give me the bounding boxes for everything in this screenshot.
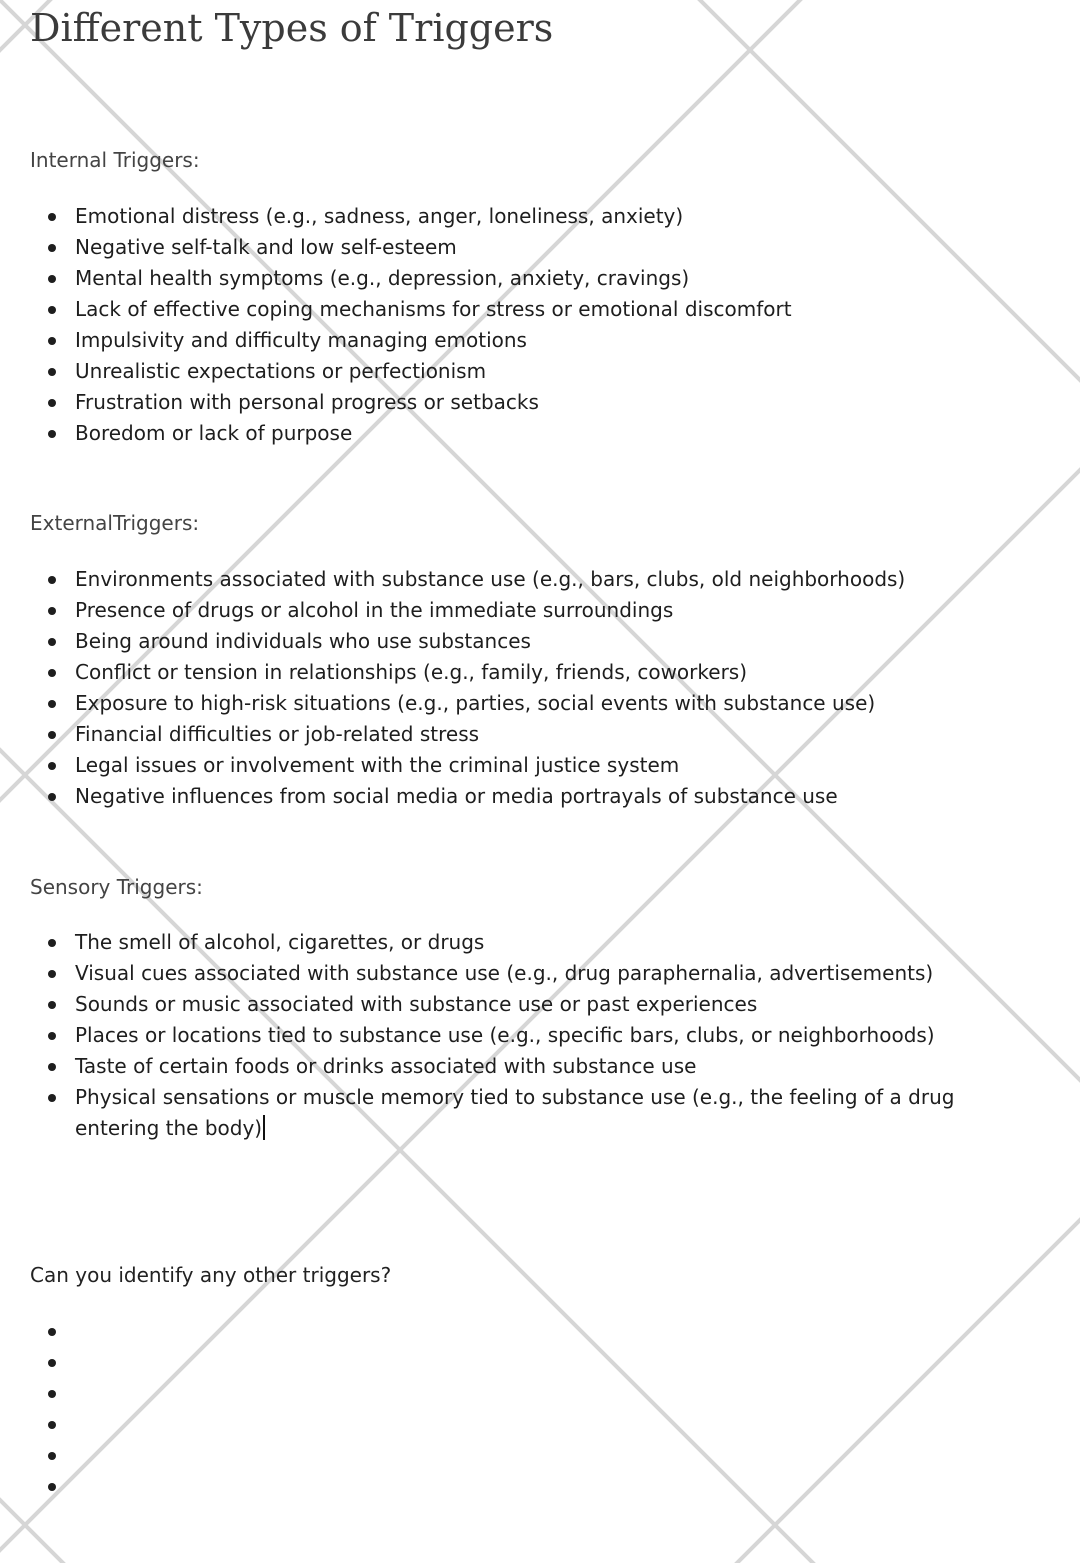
sensory-triggers-list bbox=[30, 927, 1040, 1144]
empty-list-item[interactable] bbox=[30, 1440, 1040, 1471]
section-heading-internal: Internal Triggers: bbox=[30, 148, 200, 172]
list-item[interactable]: Places or locations tied to substance use (e.g., specific bars, clubs, or neighborhoods) bbox=[30, 1020, 1040, 1051]
list-item[interactable]: Visual cues associated with substance use (e.g., drug paraphernalia, advertisements) bbox=[30, 958, 1040, 989]
list-item[interactable]: Financial difficulties or job-related stress bbox=[30, 719, 1040, 750]
list-item[interactable]: Emotional distress (e.g., sadness, anger, loneliness, anxiety) bbox=[30, 201, 1040, 232]
list-item[interactable]: Unrealistic expectations or perfectionism bbox=[30, 356, 1040, 387]
external-triggers-list bbox=[30, 564, 1040, 812]
list-item[interactable]: Boredom or lack of purpose bbox=[30, 418, 1040, 449]
list-item[interactable]: Frustration with personal progress or setbacks bbox=[30, 387, 1040, 418]
list-item-text: Physical sensations or muscle memory tied to substance use (e.g., the feeling of a drug entering the body) bbox=[75, 1085, 955, 1140]
list-item[interactable]: The smell of alcohol, cigarettes, or drugs bbox=[30, 927, 1040, 958]
list-item[interactable]: Environments associated with substance use (e.g., bars, clubs, old neighborhoods) bbox=[30, 564, 1040, 595]
list-item[interactable]: Legal issues or involvement with the criminal justice system bbox=[30, 750, 1040, 781]
list-item[interactable]: Mental health symptoms (e.g., depression, anxiety, cravings) bbox=[30, 263, 1040, 294]
list-item[interactable]: Lack of effective coping mechanisms for stress or emotional discomfort bbox=[30, 294, 1040, 325]
list-item[interactable]: Conflict or tension in relationships (e.g., family, friends, coworkers) bbox=[30, 657, 1040, 688]
text-cursor bbox=[263, 1115, 265, 1140]
empty-list-item[interactable] bbox=[30, 1347, 1040, 1378]
list-item[interactable]: Being around individuals who use substances bbox=[30, 626, 1040, 657]
section-heading-external: ExternalTriggers: bbox=[30, 511, 200, 535]
list-item[interactable] bbox=[30, 1082, 1040, 1144]
list-item[interactable]: Negative influences from social media or media portrayals of substance use bbox=[30, 781, 1040, 812]
question-prompt: Can you identify any other triggers? bbox=[30, 1263, 392, 1287]
list-item[interactable]: Presence of drugs or alcohol in the immediate surroundings bbox=[30, 595, 1040, 626]
empty-list-item[interactable] bbox=[30, 1409, 1040, 1440]
internal-triggers-list bbox=[30, 201, 1040, 449]
list-item[interactable]: Taste of certain foods or drinks associated with substance use bbox=[30, 1051, 1040, 1082]
page-title: Different Types of Triggers bbox=[30, 6, 554, 50]
empty-list-item[interactable] bbox=[30, 1378, 1040, 1409]
list-item[interactable]: Sounds or music associated with substance use or past experiences bbox=[30, 989, 1040, 1020]
answer-list bbox=[30, 1316, 1040, 1502]
section-heading-sensory: Sensory Triggers: bbox=[30, 875, 203, 899]
list-item[interactable]: Negative self-talk and low self-esteem bbox=[30, 232, 1040, 263]
empty-list-item[interactable] bbox=[30, 1471, 1040, 1502]
list-item[interactable]: Impulsivity and difficulty managing emotions bbox=[30, 325, 1040, 356]
empty-list-item[interactable] bbox=[30, 1316, 1040, 1347]
list-item[interactable]: Exposure to high-risk situations (e.g., parties, social events with substance use) bbox=[30, 688, 1040, 719]
